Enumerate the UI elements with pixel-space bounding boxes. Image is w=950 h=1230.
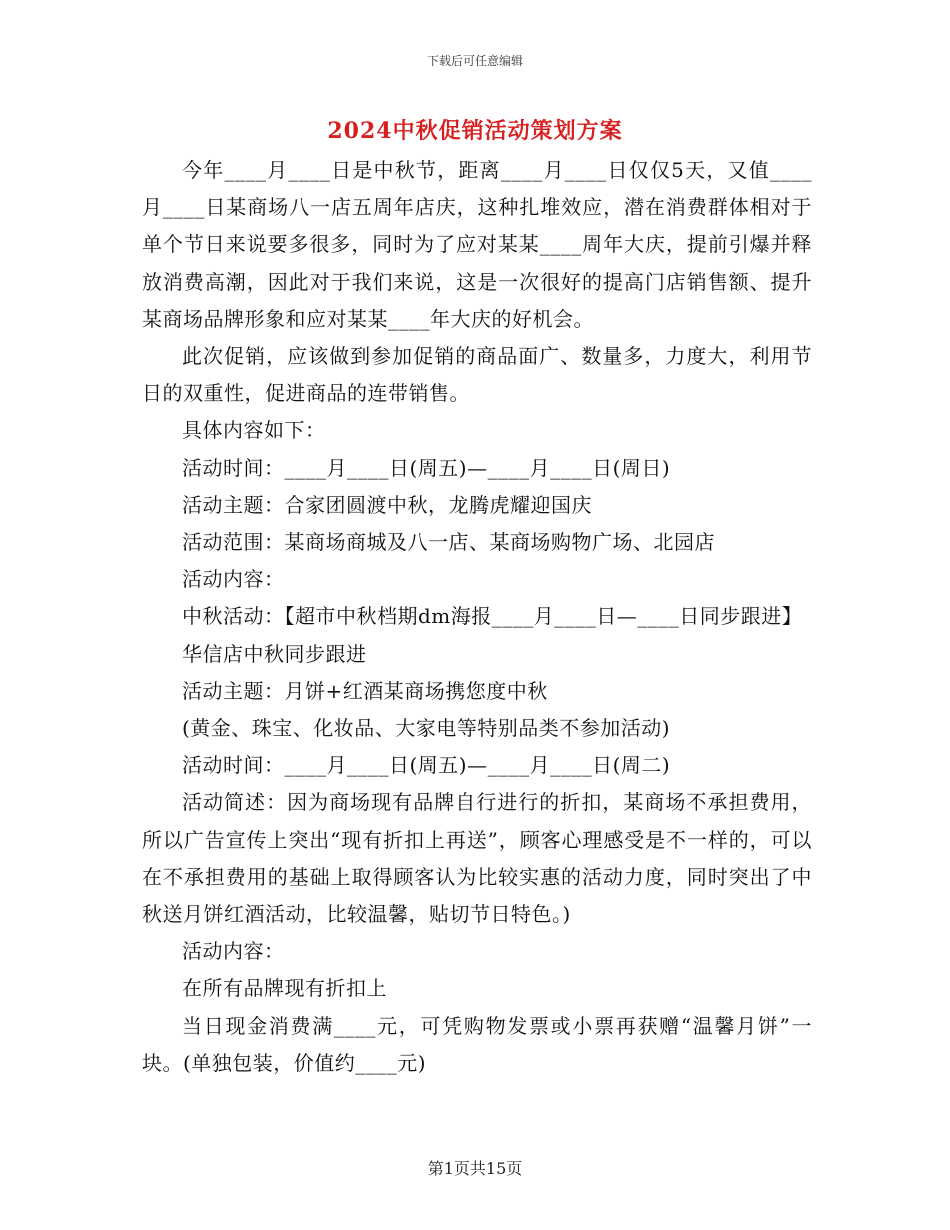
paragraph-details-heading: 具体内容如下： bbox=[182, 418, 326, 443]
paragraph-excluded-categories: (黄金、珠宝、化妆品、大家电等特别品类不参加活动) bbox=[182, 716, 671, 741]
paragraph-huaxin-theme: 活动主题：月饼+红酒某商场携您度中秋 bbox=[182, 678, 548, 703]
paragraph-activity-theme: 活动主题：合家团圆渡中秋，龙腾虎耀迎国庆 bbox=[182, 492, 592, 517]
paragraph-mooncake-gift: 当日现金消费满____元，可凭购物发票或小票再获赠“温馨月饼”一块。(单独包装，价值约____元) bbox=[142, 1013, 812, 1075]
paragraph-discount-note: 在所有品牌现有折扣上 bbox=[182, 976, 387, 1001]
paragraph-mid-autumn-activity: 中秋活动：【超市中秋档期dm海报____月____日—____日同步跟进】 bbox=[182, 604, 803, 629]
paragraph-promotion-goal: 此次促销，应该做到参加促销的商品面广、数量多，力度大，利用节日的双重性，促进商品的连带销售。 bbox=[142, 344, 812, 406]
document-body bbox=[142, 152, 812, 1082]
paragraph-activity-time: 活动时间：____月____日(周五)—____月____日(周日) bbox=[182, 455, 671, 480]
paragraph-activity-summary: 活动简述：因为商场现有品牌自行进行的折扣，某商场不承担费用，所以广告宣传上突出“现有折扣上再送”，顾客心理感受是不一样的，可以在不承担费用的基础上取得顾客认为比较实惠的活动力度，同时突出了中秋送月饼红酒活动，比较温馨，贴切节日特色。) bbox=[142, 790, 812, 927]
page-indicator: 第1页共15页 bbox=[427, 1159, 523, 1178]
paragraph-huaxin-store: 华信店中秋同步跟进 bbox=[182, 641, 367, 666]
document-title: 2024中秋促销活动策划方案 bbox=[327, 118, 623, 144]
paragraph-activity-scope: 活动范围：某商场商城及八一店、某商场购物广场、北园店 bbox=[182, 530, 715, 555]
paragraph-intro: 今年____月____日是中秋节，距离____月____日仅仅5天，又值____月____日某商场八一店五周年店庆，这种扎堆效应，潜在消费群体相对于单个节日来说要多很多，同时为了应对某某____周年大庆，提前引爆并释放消费高潮，因此对于我们来说，这是一次很好的提高门店销售额、提升某商场品牌形象和应对某某____年大庆的好机会。 bbox=[142, 158, 812, 331]
paragraph-activity-content-2: 活动内容： bbox=[182, 939, 285, 964]
page-header-note: 下载后可任意编辑 bbox=[426, 54, 523, 68]
paragraph-activity-content: 活动内容： bbox=[182, 567, 285, 592]
paragraph-huaxin-time: 活动时间：____月____日(周五)—____月____日(周二) bbox=[182, 753, 671, 778]
